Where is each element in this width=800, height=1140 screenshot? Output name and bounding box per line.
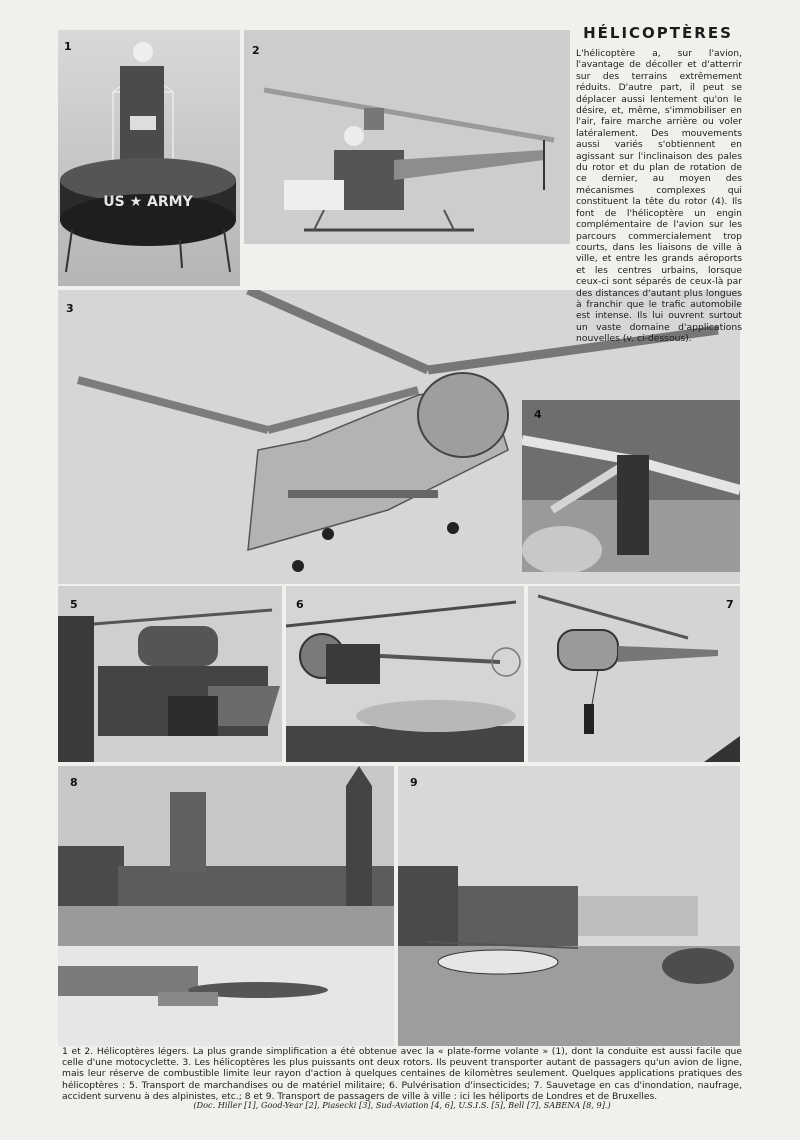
photo-brussels-heliport <box>398 766 740 1046</box>
figure-caption: 1 et 2. Hélicoptères légers. La plus grande simplification a été obtenue avec la « plate-forme volante » (1), dont la conduite est aussi facile que celle d'une motocyclette. 3. Les hélicoptères les plus puissants ont deux rotors. Ils peuvent transporter autant de passagers qu'un avion de ligne, mais leur réserve de combustible limite leur rayon d'action à quelques centaines de kilomètres seulement. Quelques applications pratiques des hélicoptères : 5. Transport de marchandises ou de matériel militaire; 6. Pulvérisation d'insecticides; 7. Sauvetage en cas d'inondation, naufrage, accident survenu à des alpinistes, etc.; 8 et 9. Transport de passagers de ville à ville : ici les héliports de Londres et de Bruxelles. <box>62 1046 742 1102</box>
platform-label: US ★ ARMY <box>103 194 193 210</box>
cargo-helicopter-illustration <box>58 586 282 762</box>
light-helicopter-illustration <box>244 30 570 244</box>
figure-number: 5 <box>70 598 78 611</box>
london-heliport-illustration <box>58 766 394 1046</box>
intro-paragraph: L'hélicoptère a, sur l'avion, l'avantage de décoller et d'atterrir sur des terrains extrêmement réduits. D'autre part, il peut se déplacer aussi lentement qu'on le désire, et, même, s'immobiliser en l'air, faire marche arrière ou voler latéralement. Des mouvements aussi variés s'obtiennent en agissant sur l'inclinaison des pales du rotor et du plan de rotation de ce dernier, au moyen des mécanismes complexes qui constituent la tête du rotor (4). Ils font de l'hélicoptère un engin complémentaire de l'avion sur les parcours commercialement trop courts, dans les liaisons de ville à ville, et entre les grands aéroports et les centres urbains, lorsque ceux-ci sont séparés de ceux-là par des distances d'autant plus longues à franchir que le trafic automobile est intense. Ils lui ouvrent surtout un vaste domaine d'applications nouvelles (v. ci-dessous). <box>576 48 742 345</box>
figure-number: 2 <box>252 44 260 57</box>
brussels-heliport-illustration <box>398 766 740 1046</box>
photo-spraying-helicopter <box>286 586 524 762</box>
figure-number: 7 <box>726 598 734 611</box>
photo-cargo-helicopter <box>58 586 282 762</box>
figure-number: 6 <box>296 598 304 611</box>
figure-number: 8 <box>70 776 78 789</box>
figure-number: 1 <box>64 40 72 53</box>
page-title: HÉLICOPTÈRES <box>583 24 733 42</box>
figure-number: 9 <box>410 776 418 789</box>
figure-number: 3 <box>66 302 74 315</box>
photo-light-helicopter <box>244 30 570 244</box>
photo-rotor-head <box>522 400 740 572</box>
photo-credits: (Doc. Hiller [1], Good-Year [2], Piasecki [3], Sud-Aviation [4, 6], U.S.I.S. [5], Bell [7], SABENA [8, 9].) <box>193 1100 611 1110</box>
rotor-head-illustration <box>522 400 740 572</box>
photo-flying-platform <box>58 30 240 286</box>
spraying-helicopter-illustration <box>286 586 524 762</box>
photo-london-heliport <box>58 766 394 1046</box>
flying-platform-illustration <box>58 30 240 286</box>
photo-rescue-helicopter <box>528 586 740 762</box>
figure-number: 4 <box>534 408 542 421</box>
rescue-helicopter-illustration <box>528 586 740 762</box>
